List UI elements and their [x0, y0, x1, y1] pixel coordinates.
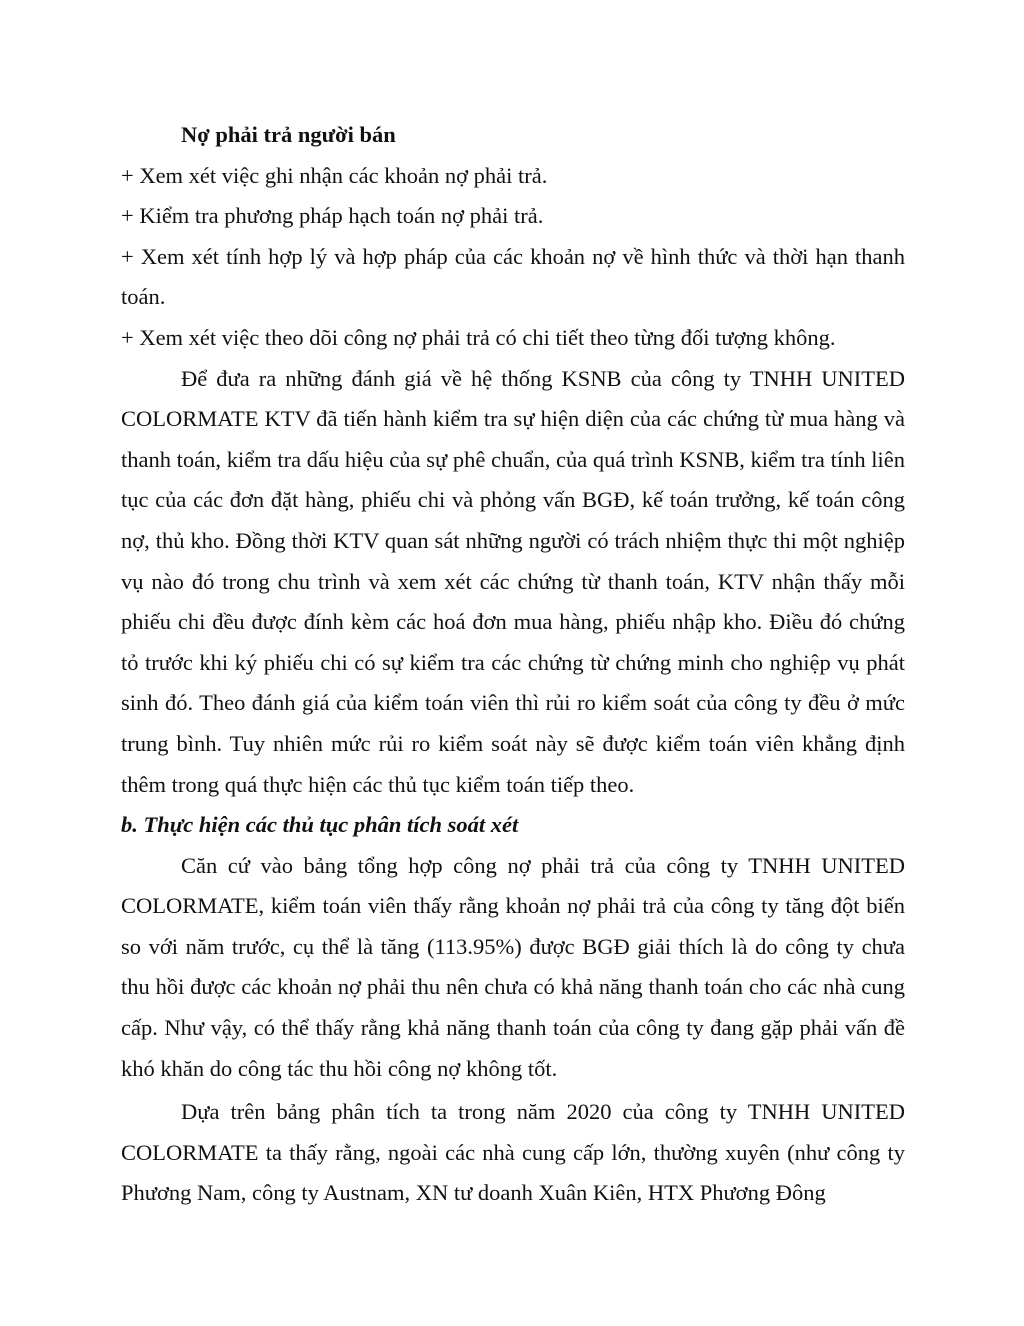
section-title: Nợ phải trả người bán	[181, 122, 396, 147]
subsection-title: b. Thực hiện các thủ tục phân tích soát xét	[121, 812, 519, 838]
bullet-item: + Xem xét tính hợp lý và hợp pháp của các khoản nợ về hình thức và thời hạn thanh toán.	[121, 243, 905, 310]
paragraph: Để đưa ra những đánh giá về hệ thống KSNB của công ty TNHH UNITED COLORMATE KTV đã tiến hành kiểm tra sự hiện diện của các chứng từ mua hàng và thanh toán, kiểm tra dấu hiệu của sự phê chuẩn, của quá trình KSNB, kiểm tra tính liên tục của các đơn đặt hàng, phiếu chi và phỏng vấn BGĐ, kế toán trưởng, kế toán công nợ, thủ kho. Đồng thời KTV quan sát những người có trách nhiệm thực thi một nghiệp vụ nào đó trong chu trình và xem xét các chứng từ thanh toán, KTV nhận thấy mỗi phiếu chi đều được đính kèm các hoá đơn mua hàng, phiếu nhập kho. Điều đó chứng tỏ trước khi ký phiếu chi có sự kiểm tra các chứng từ chứng minh cho nghiệp vụ phát sinh đó. Theo đánh giá của kiểm toán viên thì rủi ro kiểm soát của công ty đều ở mức trung bình. Tuy nhiên mức rủi ro kiểm soát này sẽ được kiểm toán viên khẳng định thêm trong quá thực hiện các thủ tục kiểm toán tiếp theo.	[121, 365, 905, 797]
paragraph: Dựa trên bảng phân tích ta trong năm 2020 của công ty TNHH UNITED COLORMATE ta thấy rằng, ngoài các nhà cung cấp lớn, thường xuyên (như công ty Phương Nam, công ty Austnam, XN tư doanh Xuân Kiên, HTX Phương Đông	[121, 1099, 905, 1206]
bullet-item: + Xem xét việc theo dõi công nợ phải trả có chi tiết theo từng đối tượng không.	[121, 324, 836, 350]
document-body	[121, 115, 905, 1214]
paragraph: Căn cứ vào bảng tổng hợp công nợ phải trả của công ty TNHH UNITED COLORMATE, kiểm toán viên thấy rằng khoản nợ phải trả của công ty tăng đột biến so với năm trước, cụ thể là tăng (113.95%) được BGĐ giải thích là do công ty chưa thu hồi được các khoản nợ phải thu nên chưa có khả năng thanh toán cho các nhà cung cấp. Như vậy, có thể thấy rằng khả năng thanh toán của công ty đang gặp phải vấn đề khó khăn do công tác thu hồi công nợ không tốt.	[121, 852, 905, 1081]
bullet-item: + Kiểm tra phương pháp hạch toán nợ phải trả.	[121, 203, 544, 229]
bullet-item: + Xem xét việc ghi nhận các khoản nợ phải trả.	[121, 162, 548, 188]
